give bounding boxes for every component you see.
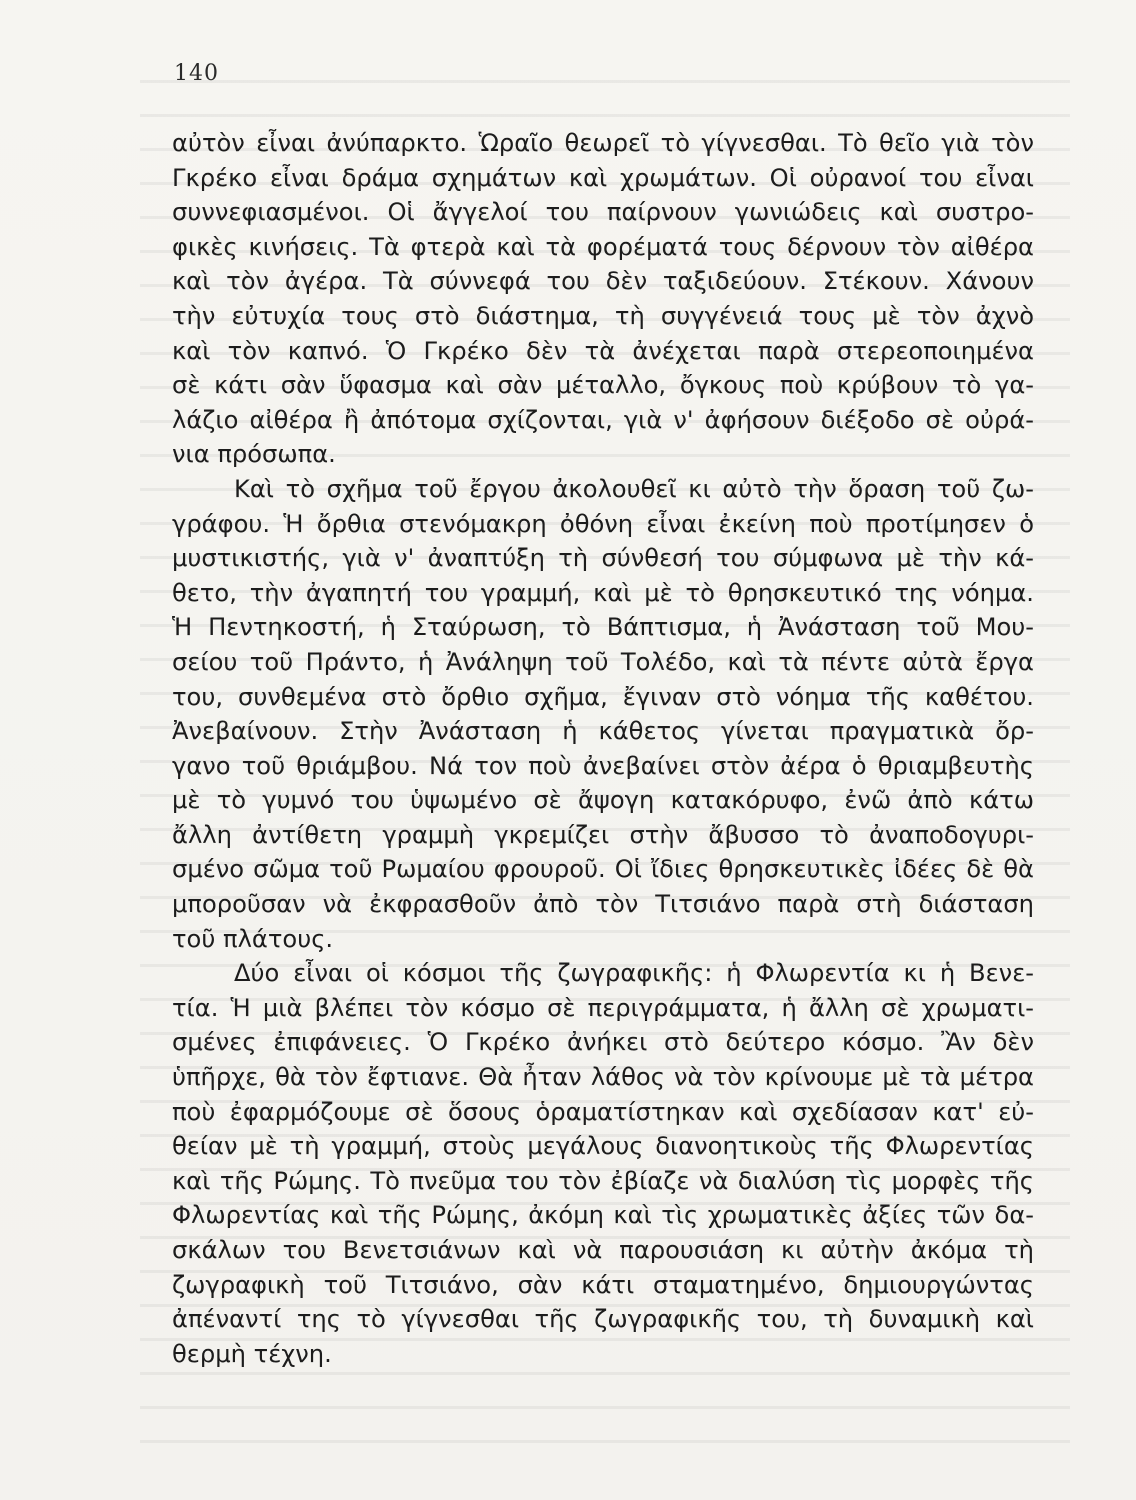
- body-text: [172, 126, 1034, 1371]
- text-line: καὶ τῆς Ρώμης. Τὸ πνεῦμα του τὸν ἐβίαζε νὰ διαλύση τὶς μορφὲς τῆς: [172, 1166, 1034, 1195]
- text-line: μυστικιστής, γιὰ ν' ἀναπτύξη τὴ σύνθεσή του σύμφωνα μὲ τὴν κά-: [172, 544, 1034, 573]
- text-line: συννεφιασμένοι. Οἱ ἄγγελοί του παίρνουν γωνιώδεις καὶ συστρο-: [172, 198, 1034, 227]
- text-line: μὲ τὸ γυμνό του ὑψωμένο σὲ ἄψογη κατακόρυφο, ἐνῶ ἀπὸ κάτω: [172, 786, 1034, 815]
- text-line: θερμὴ τέχνη.: [172, 1339, 332, 1368]
- text-line: του, συνθεμένα στὸ ὄρθιο σχῆμα, ἔγιναν στὸ νόημα τῆς καθέτου.: [172, 682, 1034, 711]
- text-line: τοῦ πλάτους.: [172, 924, 334, 953]
- text-line: τὴν εὐτυχία τους στὸ διάστημα, τὴ συγγένειά τους μὲ τὸν ἀχνὸ: [172, 301, 1034, 330]
- text-line: λάζιο αἰθέρα ἢ ἀπότομα σχίζονται, γιὰ ν' ἀφήσουν διέξοδο σὲ οὐρά-: [172, 405, 1034, 434]
- text-line: καὶ τὸν καπνό. Ὁ Γκρέκο δὲν τὰ ἀνέχεται παρὰ στερεοποιημένα: [172, 336, 1034, 365]
- text-line: Φλωρεντίας καὶ τῆς Ρώμης, ἀκόμη καὶ τὶς χρωματικὲς ἀξίες τῶν δα-: [172, 1201, 1034, 1230]
- text-line: σμένες ἐπιφάνειες. Ὁ Γκρέκο ἀνήκει στὸ δεύτερο κόσμο. Ἂν δὲν: [172, 1028, 1034, 1057]
- text-line: γράφου. Ἡ ὄρθια στενόμακρη ὀθόνη εἶναι ἐκείνη ποὺ προτίμησεν ὁ: [172, 509, 1034, 538]
- text-line: σὲ κάτι σὰν ὕφασμα καὶ σὰν μέταλλο, ὄγκους ποὺ κρύβουν τὸ γα-: [172, 371, 1034, 400]
- text-line: θετο, τὴν ἀγαπητή του γραμμή, καὶ μὲ τὸ θρησκευτικό της νόημα.: [172, 578, 1034, 607]
- text-line: Ἡ Πεντηκοστή, ἡ Σταύρωση, τὸ Βάπτισμα, ἡ Ἀνάσταση τοῦ Μου-: [172, 613, 1034, 642]
- text-line: αὐτὸν εἶναι ἀνύπαρκτο. Ὡραῖο θεωρεῖ τὸ γίγνεσθαι. Τὸ θεῖο γιὰ τὸν: [172, 129, 1034, 157]
- text-line: Ἀνεβαίνουν. Στὴν Ἀνάσταση ἡ κάθετος γίνεται πραγματικὰ ὄρ-: [172, 717, 1034, 746]
- text-line: γανο τοῦ θριάμβου. Νά τον ποὺ ἀνεβαίνει στὸν ἀέρα ὁ θριαμβευτὴς: [172, 751, 1034, 780]
- text-line: ἄλλη ἀντίθετη γραμμὴ γκρεμίζει στὴν ἄβυσσο τὸ ἀναποδογυρι-: [172, 820, 1034, 849]
- text-line: μποροῦσαν νὰ ἐκφρασθοῦν ἀπὸ τὸν Τιτσιάνο παρὰ στὴ διάσταση: [172, 890, 1034, 919]
- text-line: ὑπῆρχε, θὰ τὸν ἔφτιανε. Θὰ ἦταν λάθος νὰ τὸν κρίνουμε μὲ τὰ μέτρα: [172, 1063, 1034, 1092]
- paragraph-2: [172, 472, 1034, 956]
- text-line: σμένο σῶμα τοῦ Ρωμαίου φρουροῦ. Οἱ ἴδιες θρησκευτικὲς ἰδέες δὲ θὰ: [172, 855, 1034, 884]
- paragraph-1: [172, 126, 1034, 472]
- text-line: Δύο εἶναι οἱ κόσμοι τῆς ζωγραφικῆς: ἡ Φλωρεντία κι ἡ Βενε-: [234, 959, 1034, 988]
- text-line: φικὲς κινήσεις. Τὰ φτερὰ καὶ τὰ φορέματά τους δέρνουν τὸν αἰθέρα: [172, 232, 1034, 261]
- text-line: καὶ τὸν ἀγέρα. Τὰ σύννεφά του δὲν ταξιδεύουν. Στέκουν. Χάνουν: [172, 267, 1034, 296]
- text-line: ἀπέναντί της τὸ γίγνεσθαι τῆς ζωγραφικῆς του, τὴ δυναμικὴ καὶ: [172, 1305, 1034, 1334]
- text-line: σκάλων του Βενετσιάνων καὶ νὰ παρουσιάση κι αὐτὴν ἀκόμα τὴ: [172, 1236, 1034, 1264]
- text-line: ποὺ ἐφαρμόζουμε σὲ ὅσους ὁραματίστηκαν καὶ σχεδίασαν κατ' εὐ-: [172, 1097, 1034, 1126]
- text-line: Γκρέκο εἶναι δράμα σχημάτων καὶ χρωμάτων. Οἱ οὐρανοί του εἶναι: [172, 163, 1034, 192]
- page-number: 140: [174, 61, 219, 86]
- text-line: τία. Ἡ μιὰ βλέπει τὸν κόσμο σὲ περιγράμματα, ἡ ἄλλη σὲ χρωματι-: [172, 993, 1034, 1022]
- text-line: θείαν μὲ τὴ γραμμή, στοὺς μεγάλους διανοητικοὺς τῆς Φλωρεντίας: [172, 1132, 1034, 1161]
- paragraph-3: [172, 956, 1034, 1371]
- text-line: Καὶ τὸ σχῆμα τοῦ ἔργου ἀκολουθεῖ κι αὐτὸ τὴν ὅραση τοῦ ζω-: [234, 474, 1034, 503]
- text-line: σείου τοῦ Πράντο, ἡ Ἀνάληψη τοῦ Τολέδο, καὶ τὰ πέντε αὐτὰ ἔργα: [172, 647, 1034, 676]
- text-line: ζωγραφικὴ τοῦ Τιτσιάνο, σὰν κάτι σταματημένο, δημιουργώντας: [172, 1270, 1034, 1299]
- text-line: νια πρόσωπα.: [172, 440, 336, 469]
